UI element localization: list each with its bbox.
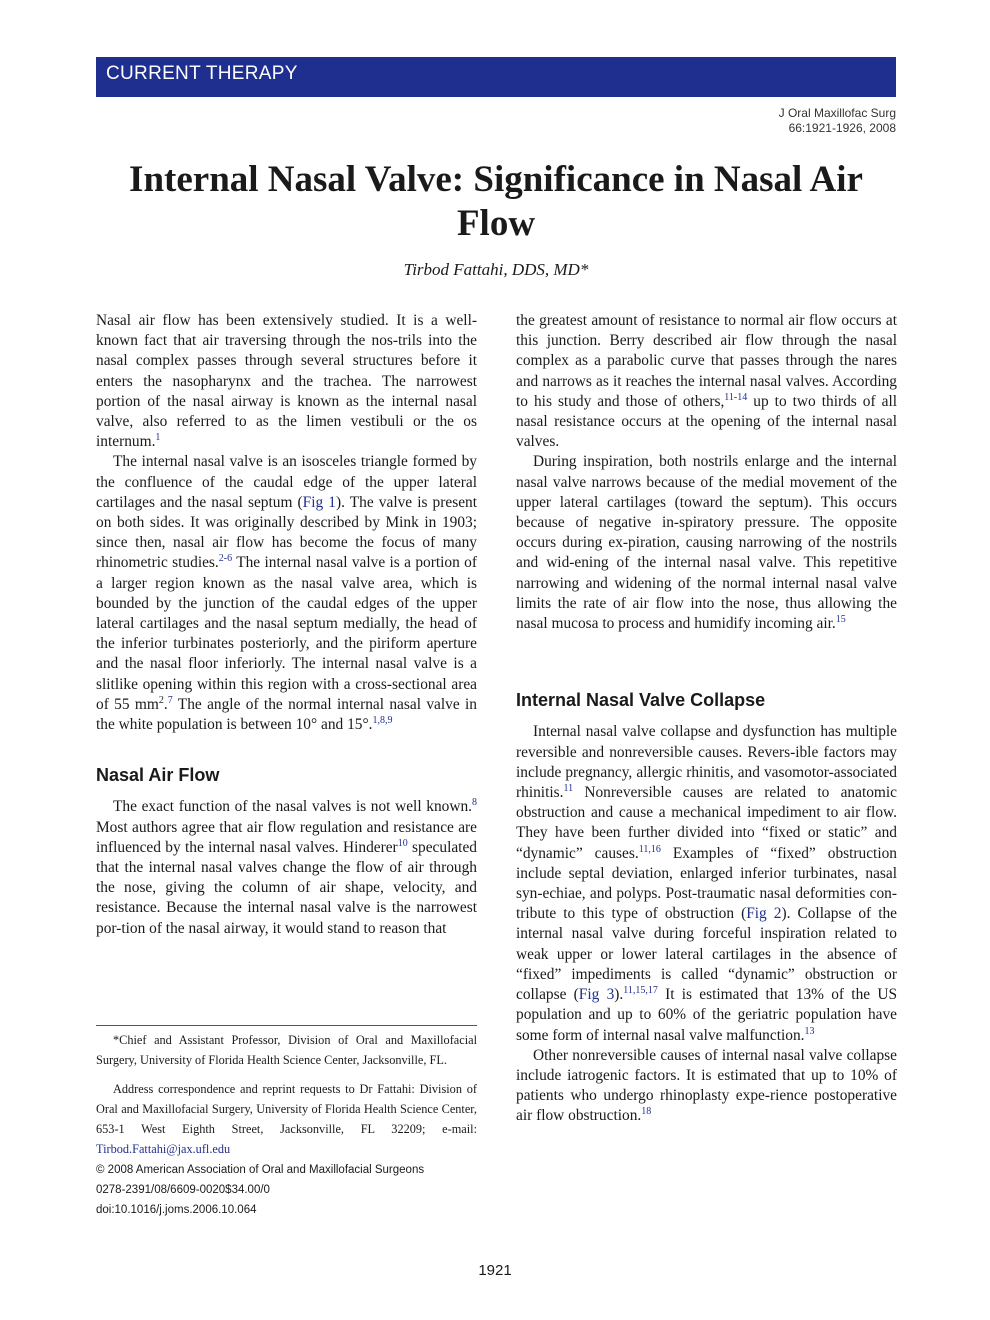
journal-volume: 66:1921-1926, 2008 xyxy=(788,121,896,135)
reference-link[interactable]: 11,15,17 xyxy=(623,985,658,997)
email-link[interactable]: Tirbod.Fattahi@jax.ufl.edu xyxy=(96,1142,231,1157)
article-title: Internal Nasal Valve: Significance in Nasal Air Flow xyxy=(129,159,863,244)
paragraph: Internal nasal valve collapse and dysfunction has multiple reversible and nonreversible causes. Revers-ible factors may include pregnancy, allergic rhinitis, and vasomotor-associated rhinitis.$^{11}$ Nonreversible causes are related to anatomic obstruction and cause a mechanical impediment to air flow. They have been further divided into “fixed or static” and “dynamic” causes.$^{11,16}$ Examples of “fixed” obstruction include septal deviation, enlarged inferior turbinates, nasal syn-echiae, and polyps. Post-traumatic nasal deformities con-tribute to this type of obstruction (Fig 2). Collapse of the internal nasal valve during forceful inspiration related to weak upper or lower lateral cartilages in the absence of “fixed” impediments is called “dynamic” obstruction or collapse (Fig 3).$^{11,15,17}$ It is estimated that 13% of the US population and up to 60% of the geriatric population have some form of internal nasal valve malfunction.$^{13}$ xyxy=(516,723,898,1044)
figure-link[interactable]: Fig 3 xyxy=(578,986,615,1004)
reference-link[interactable]: 10 xyxy=(397,837,408,849)
paragraph: The exact function of the nasal valves is not well known.$^8$ Most authors agree that air flow regulation and resistance are influenced by the internal nasal valves. Hinderer$^{10}$ speculated that the internal nasal valves change the flow of air through the nose, giving the column of air shape, velocity, and resistance. Because the internal nasal valve is the narrowest por-tion of the nasal airway, it would stand to reason that xyxy=(96,797,477,937)
copyright-line: © 2008 American Association of Oral and Maxillofacial Surgeons xyxy=(96,1163,425,1176)
section-heading: Internal Nasal Valve Collapse xyxy=(516,690,766,711)
reference-link[interactable]: 1,8,9 xyxy=(372,715,393,727)
figure-link[interactable]: Fig 1 xyxy=(302,493,336,511)
paragraph: the greatest amount of resistance to normal air flow occurs at this junction. Berry described air flow through the nasal complex as a parabolic curve that passes through the nares and narrows as it reaches the internal nasal valves. According to his study and those of others,$^{11-14}$ up to two thirds of all nasal resistance occurs at the opening of the internal nasal valves. xyxy=(516,312,897,451)
paragraph: The internal nasal valve is an isosceles triangle formed by the confluence of the caudal edge of the upper lateral cartilages and the nasal septum (Fig 1). The valve is present on both sides. It was originally described by Mink in 1903; since then, nasal air flow has become the focus of many rhinometric studies.$^{2-6}$ The internal nasal valve is a portion of a larger region known as the nasal valve area, which is bounded by the junction of the caudal edges of the upper lateral cartilages and the nasal septum medially, the head of the inferior turbinates posteriorly, and the piriform aperture and the nasal floor inferiorly. The internal nasal valve is a slitlike opening within this region with a cross-sectional area of 55 $mm^2.^7$ The angle of the normal internal nasal valve in the white population is between 10° and 15°.$^{1,8,9}$ xyxy=(96,453,478,734)
section-heading: Nasal Air Flow xyxy=(96,765,220,786)
reference-link[interactable]: 7 xyxy=(167,694,173,706)
reference-link[interactable]: 2-6 xyxy=(218,553,233,565)
journal-citation xyxy=(779,106,896,136)
page-number: 1921 xyxy=(478,1262,512,1279)
reference-link[interactable]: 18 xyxy=(641,1106,652,1118)
issn-line: 0278-2391/08/6609-0020$34.00/0 xyxy=(96,1184,270,1197)
reference-link[interactable]: 8 xyxy=(472,797,477,809)
correspondence-note: Address correspondence and reprint requests to Dr Fattahi: Division of Oral and Maxillofacial Surgery, University of Florida Health Science Center, 653-1 West Eighth Street, Jacksonville, FL 32209; e-mail: Tirbod.Fattahi@jax.ufl.edu xyxy=(96,1081,477,1157)
reference-link[interactable]: 11,16 xyxy=(638,843,661,855)
section-banner xyxy=(96,57,896,97)
reference-link[interactable]: 11 xyxy=(563,783,574,795)
reference-link[interactable]: 11-14 xyxy=(724,391,748,403)
superscript: 2 xyxy=(158,694,164,706)
affiliation-note: *Chief and Assistant Professor, Division of Oral and Maxillofacial Surgery, University of Florida Health Science Center, Jacksonville, FL. xyxy=(96,1033,477,1068)
paragraph: Nasal air flow has been extensively studied. It is a well-known fact that air traversing through the nos-trils into the nasal complex passes through several structures before it enters the nasopharynx and the trachea. The narrowest portion of the nasal airway is known as the internal nasal valve, also referred to as the limen vestibuli or the os internum.$^1$ xyxy=(96,312,477,451)
doi-line: doi:10.1016/j.joms.2006.10.064 xyxy=(96,1204,257,1217)
figure-link[interactable]: Fig 2 xyxy=(746,905,782,923)
reference-link[interactable]: 1 xyxy=(155,432,161,444)
section-label: CURRENT THERAPY xyxy=(106,63,298,84)
left-column xyxy=(96,311,477,939)
paragraph: Other nonreversible causes of internal nasal valve collapse include iatrogenic factors. It is estimated that up to 10% of patients who undergo rhinoplasty expe-rience postoperative air flow obstruction.$^{18}$ xyxy=(516,1046,897,1125)
paragraph: During inspiration, both nostrils enlarge and the internal nasal valve narrows because of the medial movement of the upper lateral cartilages (toward the septum). This occurs because of negative in-spiratory pressure. The opposite occurs during ex-piration, causing narrowing of the nostrils and wid-ening of the internal nasal valve. This repetitive narrowing and widening of the normal internal nasal valve limits the rate of air flow into the nose, thus allowing the nasal mucosa to process and humidify incoming air.$^{15}$ xyxy=(516,453,897,633)
reference-link[interactable]: 13 xyxy=(804,1025,815,1037)
footnotes xyxy=(96,1025,477,1221)
reference-link[interactable]: 15 xyxy=(835,614,846,626)
article-author: Tirbod Fattahi, DDS, MD* xyxy=(403,260,589,279)
right-column xyxy=(516,311,897,1127)
journal-name: J Oral Maxillofac Surg xyxy=(778,106,896,120)
